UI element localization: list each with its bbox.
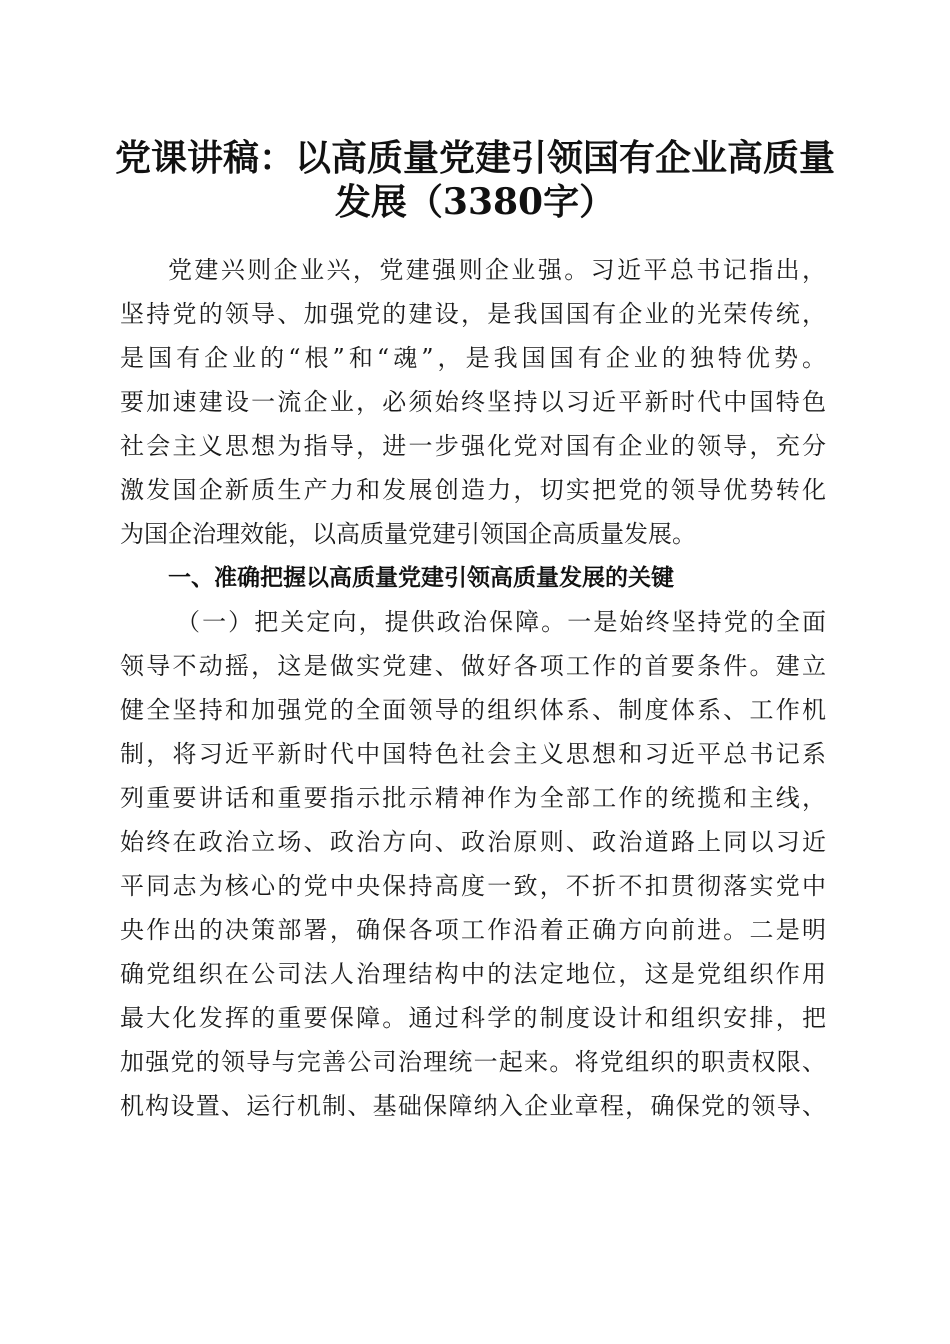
section-1-heading: 一、准确把握以高质量党建引领高质量发展的关键 xyxy=(168,565,674,591)
paragraph-2-line-2: 领导不动摇，这是做实党建、做好各项工作的首要条件。建立 xyxy=(120,652,826,680)
paragraph-1-line-5: 社会主义思想为指导，进一步强化党对国有企业的领导，充分 xyxy=(120,432,826,460)
paragraph-1-line-2: 坚持党的领导、加强党的建设，是我国国有企业的光荣传统， xyxy=(120,300,826,328)
paragraph-1-line-1: 党建兴则企业兴，党建强则企业强。习近平总书记指出， xyxy=(168,256,826,284)
paragraph-2-line-12: 机构设置、运行机制、基础保障纳入企业章程，确保党的领导、 xyxy=(120,1092,826,1120)
paragraph-1-line-6: 激发国企新质生产力和发展创造力，切实把党的领导优势转化 xyxy=(120,476,826,504)
paragraph-1-line-3: 是国有企业的“根”和“魂”，是我国国有企业的独特优势。 xyxy=(120,344,826,372)
paragraph-2-line-7: 平同志为核心的党中央保持高度一致，不折不扣贯彻落实党中 xyxy=(120,872,826,900)
paragraph-2-line-1: （一）把关定向，提供政治保障。一是始终坚持党的全面 xyxy=(176,608,826,636)
document-title-line-1: 党课讲稿：以高质量党建引领国有企业高质量 xyxy=(114,137,835,179)
paragraph-2-line-3: 健全坚持和加强党的全面领导的组织体系、制度体系、工作机 xyxy=(120,696,826,724)
paragraph-2-line-6: 始终在政治立场、政治方向、政治原则、政治道路上同以习近 xyxy=(120,828,826,856)
paragraph-1-line-7: 为国企治理效能，以高质量党建引领国企高质量发展。 xyxy=(120,520,696,548)
paragraph-2-line-4: 制，将习近平新时代中国特色社会主义思想和习近平总书记系 xyxy=(120,740,826,768)
paragraph-2-line-11: 加强党的领导与完善公司治理统一起来。将党组织的职责权限、 xyxy=(120,1048,826,1076)
paragraph-2-line-8: 央作出的决策部署，确保各项工作沿着正确方向前进。二是明 xyxy=(120,916,826,944)
paragraph-2-line-9: 确党组织在公司法人治理结构中的法定地位，这是党组织作用 xyxy=(120,960,826,988)
paragraph-2-line-10: 最大化发挥的重要保障。通过科学的制度设计和组织安排，把 xyxy=(120,1004,826,1032)
paragraph-2-line-5: 列重要讲话和重要指示批示精神作为全部工作的统揽和主线， xyxy=(120,784,826,812)
document-title-line-2: 发展（3380字） xyxy=(334,181,616,223)
paragraph-1-line-4: 要加速建设一流企业，必须始终坚持以习近平新时代中国特色 xyxy=(120,388,826,416)
